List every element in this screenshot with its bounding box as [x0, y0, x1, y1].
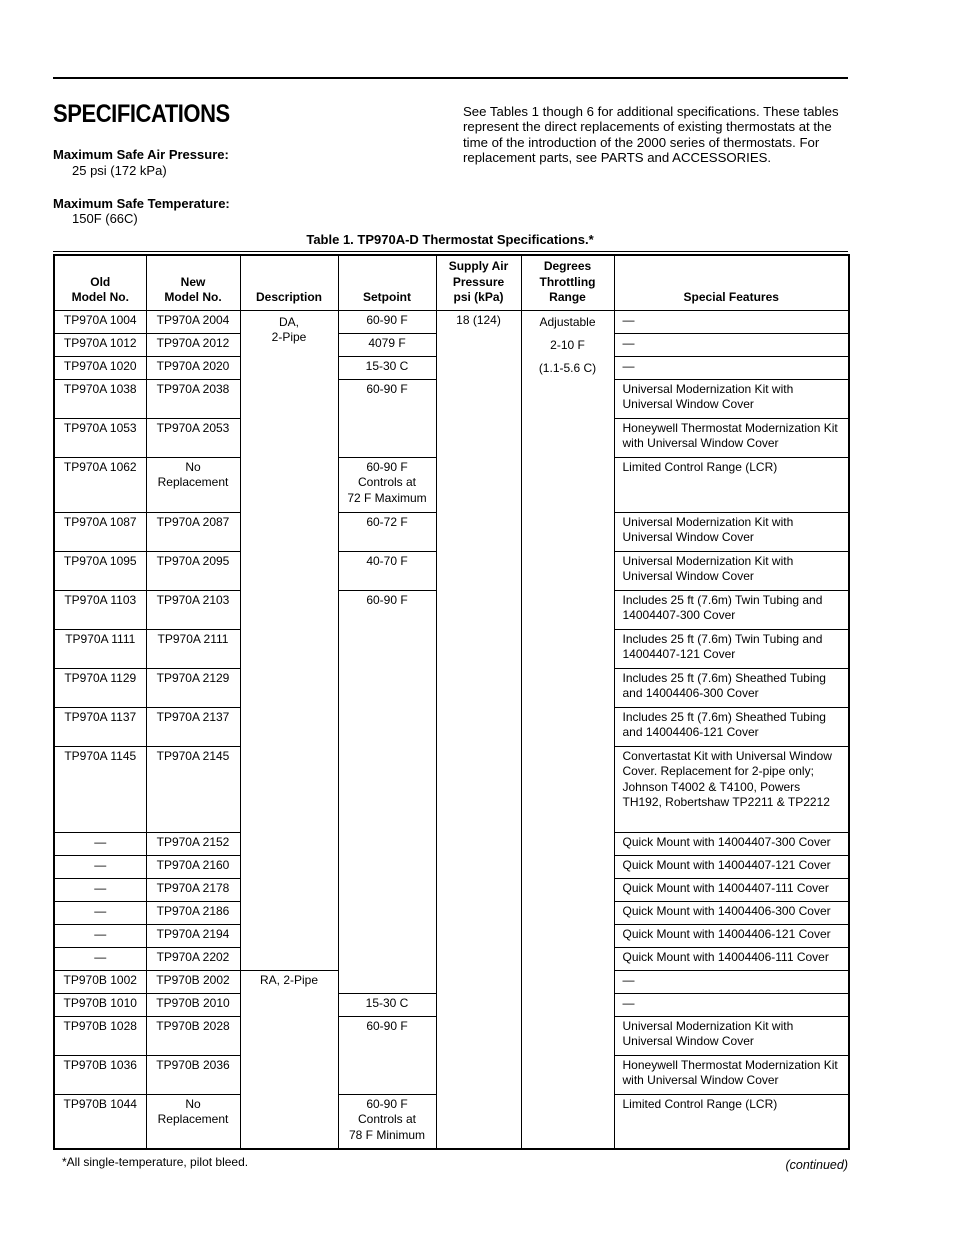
setpoint-cell: 4079 F	[338, 333, 436, 356]
old-model-cell: —	[54, 947, 146, 970]
old-model-cell: TP970A 1087	[54, 512, 146, 551]
header-row	[54, 255, 849, 310]
special-features-cell: Honeywell Thermostat Modernization Kit with Universal Window Cover	[614, 1055, 849, 1094]
special-features-cell: Convertastat Kit with Universal Window Cover. Replacement for 2-pipe only; Johnson T4002 & T4100, Powers TH192, Robertshaw TP2211 & TP2212	[614, 746, 849, 832]
new-model-cell: No Replacement	[146, 1094, 240, 1149]
intro-paragraph: See Tables 1 though 6 for additional specifications. These tables represent the direct replacements of existing thermostats at the time of the introduction of the 2000 series of thermostats. For replacement parts, see PARTS and ACCESSORIES.	[463, 104, 839, 166]
new-model-cell: TP970A 2053	[146, 418, 240, 457]
table-caption: Table 1. TP970A-D Thermostat Specifications.*	[306, 232, 594, 247]
new-model-cell: TP970A 2186	[146, 901, 240, 924]
special-features-cell: Quick Mount with 14004406-111 Cover	[614, 947, 849, 970]
special-features-cell: Includes 25 ft (7.6m) Twin Tubing and 14004407-121 Cover	[614, 629, 849, 668]
old-model-cell: TP970B 1028	[54, 1016, 146, 1055]
setpoint-cell: 60-72 F	[338, 512, 436, 551]
special-features-cell: Universal Modernization Kit with Universal Window Cover	[614, 551, 849, 590]
new-model-cell: TP970B 2028	[146, 1016, 240, 1055]
new-model-cell: TP970A 2038	[146, 379, 240, 418]
old-model-cell: TP970A 1137	[54, 707, 146, 746]
special-features-cell: Quick Mount with 14004407-300 Cover	[614, 832, 849, 855]
header-setpoint: Setpoint	[338, 255, 436, 310]
special-features-cell: Universal Modernization Kit with Universal Window Cover	[614, 1016, 849, 1055]
new-model-cell: TP970A 2152	[146, 832, 240, 855]
max-temp-label: Maximum Safe Temperature:	[53, 196, 230, 211]
setpoint-cell: 60-90 F	[338, 590, 436, 993]
old-model-cell: TP970B 1036	[54, 1055, 146, 1094]
old-model-cell: —	[54, 832, 146, 855]
old-model-cell: TP970A 1103	[54, 590, 146, 629]
special-features-cell: —	[614, 333, 849, 356]
old-model-cell: TP970B 1044	[54, 1094, 146, 1149]
setpoint-cell: 60-90 F	[338, 379, 436, 457]
special-features-cell: Quick Mount with 14004407-121 Cover	[614, 855, 849, 878]
setpoint-cell: 60-90 F	[338, 1016, 436, 1094]
throttling-range-cell: Adjustable 2-10 F (1.1-5.6 C)	[521, 310, 614, 1149]
special-features-cell: Universal Modernization Kit with Universal Window Cover	[614, 379, 849, 418]
old-model-cell: TP970A 1111	[54, 629, 146, 668]
page-title: SPECIFICATIONS	[53, 100, 230, 128]
new-model-cell: TP970A 2103	[146, 590, 240, 629]
new-model-cell: TP970A 2129	[146, 668, 240, 707]
new-model-cell: TP970A 2004	[146, 310, 240, 333]
header-degrees: Degrees Throttling Range	[521, 255, 614, 310]
old-model-cell: TP970A 1053	[54, 418, 146, 457]
header-supply: Supply Air Pressure psi (kPa)	[436, 255, 521, 310]
old-model-cell: TP970B 1010	[54, 993, 146, 1016]
setpoint-cell: 60-90 F	[338, 310, 436, 333]
old-model-cell: TP970A 1012	[54, 333, 146, 356]
description-cell: RA, 2-Pipe	[240, 970, 338, 1149]
special-features-cell: —	[614, 356, 849, 379]
setpoint-cell: 15-30 C	[338, 356, 436, 379]
setpoint-cell: 15-30 C	[338, 993, 436, 1016]
old-model-cell: TP970A 1004	[54, 310, 146, 333]
old-model-cell: —	[54, 901, 146, 924]
old-model-cell: —	[54, 878, 146, 901]
old-model-cell: TP970A 1020	[54, 356, 146, 379]
special-features-cell: Quick Mount with 14004406-300 Cover	[614, 901, 849, 924]
header-old: Old Model No.	[54, 255, 146, 310]
old-model-cell: TP970A 1145	[54, 746, 146, 832]
max-pressure-value: 25 psi (172 kPa)	[72, 163, 167, 178]
description-cell: DA, 2-Pipe	[240, 310, 338, 970]
new-model-cell: TP970A 2160	[146, 855, 240, 878]
setpoint-cell: 40-70 F	[338, 551, 436, 590]
new-model-cell: TP970A 2012	[146, 333, 240, 356]
special-features-cell: Limited Control Range (LCR)	[614, 457, 849, 512]
special-features-cell: —	[614, 993, 849, 1016]
special-features-cell: —	[614, 970, 849, 993]
old-model-cell: —	[54, 855, 146, 878]
new-model-cell: No Replacement	[146, 457, 240, 512]
new-model-cell: TP970A 2095	[146, 551, 240, 590]
special-features-cell: —	[614, 310, 849, 333]
header-new: New Model No.	[146, 255, 240, 310]
new-model-cell: TP970A 2087	[146, 512, 240, 551]
special-features-cell: Quick Mount with 14004407-111 Cover	[614, 878, 849, 901]
old-model-cell: TP970B 1002	[54, 970, 146, 993]
new-model-cell: TP970B 2002	[146, 970, 240, 993]
setpoint-cell: 60-90 F Controls at 78 F Minimum	[338, 1094, 436, 1149]
special-features-cell: Includes 25 ft (7.6m) Sheathed Tubing and 14004406-121 Cover	[614, 707, 849, 746]
max-pressure-label: Maximum Safe Air Pressure:	[53, 147, 229, 162]
special-features-cell: Quick Mount with 14004406-121 Cover	[614, 924, 849, 947]
old-model-cell: TP970A 1129	[54, 668, 146, 707]
old-model-cell: TP970A 1038	[54, 379, 146, 418]
new-model-cell: TP970A 2020	[146, 356, 240, 379]
old-model-cell: TP970A 1062	[54, 457, 146, 512]
new-model-cell: TP970A 2194	[146, 924, 240, 947]
old-model-cell: TP970A 1095	[54, 551, 146, 590]
spec-table	[53, 254, 850, 1150]
max-temp-value: 150F (66C)	[72, 211, 138, 226]
table-row	[54, 310, 849, 333]
special-features-cell: Universal Modernization Kit with Universal Window Cover	[614, 512, 849, 551]
special-features-cell: Includes 25 ft (7.6m) Sheathed Tubing and 14004406-300 Cover	[614, 668, 849, 707]
header-features: Special Features	[614, 255, 849, 310]
setpoint-cell: 60-90 F Controls at 72 F Maximum	[338, 457, 436, 512]
new-model-cell: TP970A 2178	[146, 878, 240, 901]
new-model-cell: TP970A 2137	[146, 707, 240, 746]
top-rule	[53, 77, 848, 79]
special-features-cell: Limited Control Range (LCR)	[614, 1094, 849, 1149]
supply-pressure-cell: 18 (124)	[436, 310, 521, 1149]
table-rule	[53, 251, 848, 252]
footnote: *All single-temperature, pilot bleed.	[62, 1155, 249, 1169]
new-model-cell: TP970B 2010	[146, 993, 240, 1016]
special-features-cell: Includes 25 ft (7.6m) Twin Tubing and 14004407-300 Cover	[614, 590, 849, 629]
new-model-cell: TP970A 2202	[146, 947, 240, 970]
header-description: Description	[240, 255, 338, 310]
new-model-cell: TP970B 2036	[146, 1055, 240, 1094]
new-model-cell: TP970A 2145	[146, 746, 240, 832]
special-features-cell: Honeywell Thermostat Modernization Kit with Universal Window Cover	[614, 418, 849, 457]
continued-note: (continued)	[785, 1158, 848, 1172]
new-model-cell: TP970A 2111	[146, 629, 240, 668]
old-model-cell: —	[54, 924, 146, 947]
